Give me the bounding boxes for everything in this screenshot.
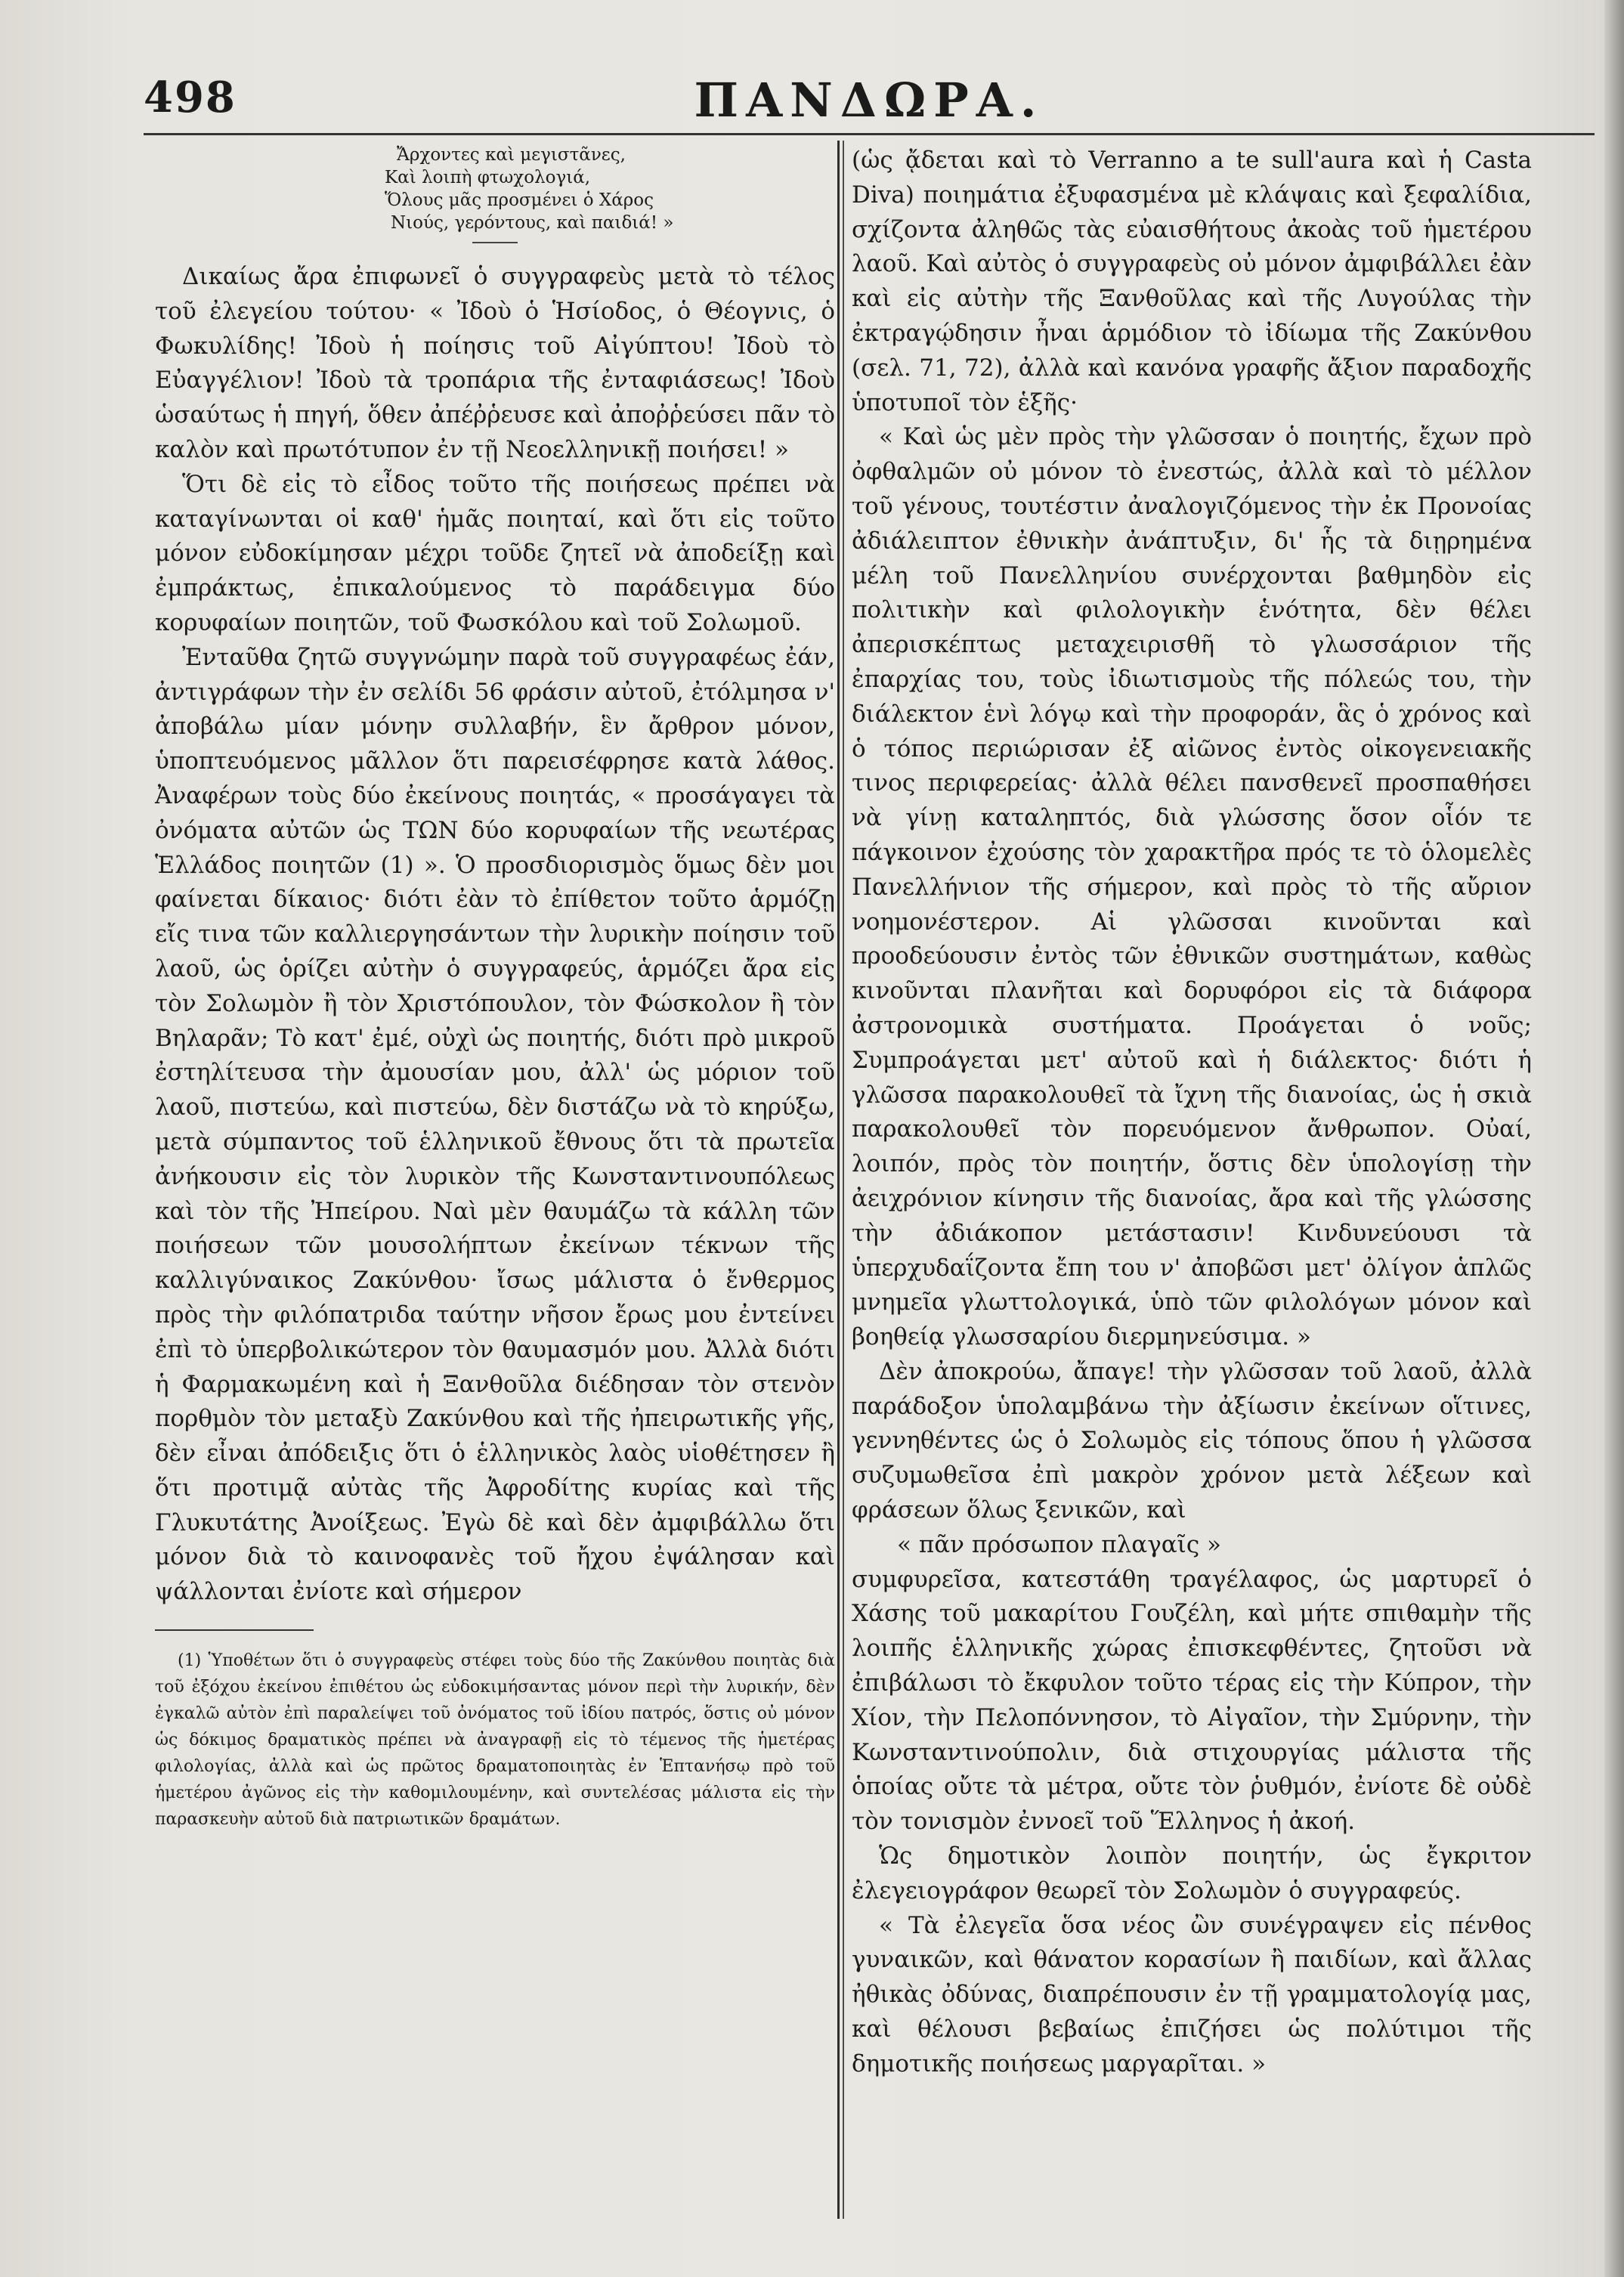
poem-line: Νιούς, γερόντους, καὶ παιδιά! » — [391, 213, 674, 233]
quoted-paragraph: « Τὰ ἐλεγεῖα ὅσα νέος ὢν συνέγραψεν εἰς πένθος γυναικῶν, καὶ θάνατον κορασίων ἢ παιδίων, καὶ ἄλλας ἠθικὰς ὀδύνας, διαπρέπουσιν ἐν τῇ γραμματολογίᾳ μας, καὶ θέλουσι βεβαίως ἐπιζήσει ὡς πολύτιμοι τῆς δημοτικῆς ποιήσεως μαργαρῖται. » — [852, 1911, 1532, 2077]
header-rule — [144, 133, 1595, 135]
column-divider-inner — [843, 141, 844, 2219]
page-header — [144, 73, 1595, 141]
footnote-rule — [155, 1629, 314, 1631]
column-divider — [837, 141, 840, 2219]
journal-title: ΠΑΝΔΩΡΑ. — [694, 73, 1044, 128]
poem-line: Καὶ λοιπὴ φτωχολογιά, — [385, 168, 591, 187]
quoted-paragraph: « Καὶ ὡς μὲν πρὸς τὴν γλῶσσαν ὁ ποιητής, ἔχων πρὸ ὀφθαλμῶν οὐ μόνον τὸ ἐνεστώς, ἀλλὰ καὶ τὸ μέλλον τοῦ γένους, τουτέστιν ἀναλογιζόμενος τὴν ἐκ Προνοίας ἀδιάλειπτον ἐθνικὴν ἀνάπτυξιν, δι' ἧς τὰ διῃρημένα μέλη τοῦ Πανελληνίου συνέρχονται βαθμηδὸν εἰς πολιτικὴν καὶ φιλολογικὴν ἑνότητα, δὲν θέλει ἀπερισκέπτως μεταχειρισθῆ τὸ γλωσσάριον τῆς ἐπαρχίας του, τοὺς ἰδιωτισμοὺς τῆς πόλεώς του, τὴν διάλεκτον ἑνὶ λόγῳ καὶ τὴν προφοράν, ἃς ὁ χρόνος καὶ ὁ τόπος περιώρισαν ἐξ αἰῶνος ἐντὸς οἰκογενειακῆς τινος περιφερείας· ἀλλὰ θέλει πανσθενεῖ προσπαθήσει νὰ γίνῃ καταληπτός, διὰ γλώσσης ὅσον οἷόν τε πάγκοινον ἐχούσης τὸν χαρακτῆρα πρός τε τὸ ὁλομελὲς Πανελλήνιον τῆς σήμερον, καὶ πρὸς τὸ τῆς αὔριον νοημονέστερον. Αἱ γλῶσσαι κινοῦνται καὶ προοδεύουσιν ἐντὸς τῶν ἐθνικῶν συστημάτων, καθὼς κινοῦνται πλανῆται καὶ δορυφόροι εἰς τὰ διάφορα ἀστρονομικὰ συστήματα. Προάγεται ὁ νοῦς; Συμπροάγεται μετ' αὐτοῦ καὶ ἡ διάλεκτος· διότι ἡ γλῶσσα παρακολουθεῖ τὰ ἴχνη τῆς διανοίας, ὡς ἡ σκιὰ παρακολουθεῖ τὸν πορευόμενον ἄνθρωπον. Οὐαί, λοιπόν, πρὸς τὸν ποιητήν, ὅστις δὲν ὑπολογίσῃ τὴν ἀειχρόνιον κίνησιν τῆς διανοίας, ἄρα καὶ τῆς γλώσσης τὴν ἀδιάκοπον μετάστασιν! Κινδυνεύουσι τὰ ὑπερχυδαΐζοντα ἔπη του ν' ἀποβῶσι μετ' ὀλίγον ἁπλῶς μνημεῖα γλωττολογικά, ὑπὸ τῶν φιλολόγων μόνον καὶ βοηθείᾳ γλωσσαρίου διερμηνεύσιμα. » — [852, 423, 1532, 1351]
body-paragraph: (ὡς ᾄδεται καὶ τὸ Verranno a te sull'aura καὶ ἡ Casta Diva) ποιημάτια ἐξυφασμένα μὲ κλάψαις καὶ ξεφαλίδια, σχίζοντα ἀληθῶς τὰς εὐαισθήτους ἀκοὰς τοῦ ἡμετέρου λαοῦ. Καὶ αὐτὸς ὁ συγγραφεὺς οὐ μόνον ἀμφιβάλλει ἐὰν καὶ εἰς αὐτὴν τῆς Ξανθοῦλας καὶ τῆς Λυγούλας τὴν ἐκτραγῴδησιν ἦναι ἁρμόδιον τὸ ἰδίωμα τῆς Ζακύνθου (σελ. 71, 72), ἀλλὰ καὶ κανόνα γραφῆς ἄξιον παραδοχῆς ὑποτυποῖ τὸν ἑξῆς· — [852, 147, 1532, 416]
right-column — [852, 144, 1532, 2082]
left-column — [155, 144, 835, 1849]
page-edge-shadow — [1604, 0, 1624, 2277]
inline-quote: « πᾶν πρόσωπον πλαγαῖς » — [897, 1530, 1222, 1558]
poem-line: Ὅλους μᾶς προσμένει ὁ Χάρος — [385, 190, 654, 210]
poem-stanza — [382, 144, 835, 234]
footnote: (1) Ὑποθέτων ὅτι ὁ συγγραφεὺς στέφει τοὺς δύο τῆς Ζακύνθου ποιητὰς διὰ τοῦ ἐξόχου ἐκείνου ἐπιθέτου ὡς εὐδοκιμήσαντας μόνον περὶ τὴν λυρικήν, δὲν ἐγκαλῶ αὐτὸν ἐπὶ παραλείψει τοῦ ὀνόματος τοῦ ἰδίου πατρός, ὅστις οὐ μόνον ὡς δόκιμος δραματικὸς πρέπει νὰ ἀναγραφῇ εἰς τὸ τέμενος τῆς ἡμετέρας φιλολογίας, ἀλλὰ καὶ ὡς πρῶτος δραματοποιητὰς ἐν Ἑπτανήσῳ πρὸ τοῦ ἡμετέρου ἀγῶνος εἰς τὴν καθομιλουμένην, καὶ συντελέσας μάλιστα εἰς τὴν παρασκευὴν αὐτοῦ διὰ πατριωτικῶν δραμάτων. — [155, 1651, 835, 1830]
body-paragraph: Ἐνταῦθα ζητῶ συγγνώμην παρὰ τοῦ συγγραφέως ἐάν, ἀντιγράφων τὴν ἐν σελίδι 56 φράσιν αὐτοῦ, ἐτόλμησα ν' ἀποβάλω μίαν μόνην συλλαβήν, ἓν ἄρθρον μόνον, ὑποπτευόμενος μᾶλλον ὅτι παρεισέφρησε κατὰ λάθος. Ἀναφέρων τοὺς δύο ἐκείνους ποιητάς, « προσάγαγει τὰ ὀνόματα αὐτῶν ὡς ΤΩΝ δύο κορυφαίων τῆς νεωτέρας Ἑλλάδος ποιητῶν (1) ». Ὁ προσδιορισμὸς ὅμως δὲν μοι φαίνεται δίκαιος· διότι ἐὰν τὸ ἐπίθετον τοῦτο ἁρμόζῃ εἴς τινα τῶν καλλιεργησάντων τὴν λυρικὴν ποίησιν τοῦ λαοῦ, ὡς ὁρίζει αὐτὴν ὁ συγγραφεύς, ἁρμόζει ἄρα εἰς τὸν Σολωμὸν ἢ τὸν Χριστόπουλον, τὸν Φώσκολον ἢ τὸν Βηλαρᾶν; Τὸ κατ' ἐμέ, οὐχὶ ὡς ποιητής, διότι πρὸ μικροῦ ἐστηλίτευσα τὴν ἀμουσίαν μου, ἀλλ' ὡς μόριον τοῦ λαοῦ, πιστεύω, καὶ πιστεύω, δὲν διστάζω νὰ τὸ κηρύξω, μετὰ σύμπαντος τοῦ ἑλληνικοῦ ἔθνους ὅτι τὰ πρωτεῖα ἀνήκουσιν εἰς τὸν λυρικὸν τῆς Κωνσταντινουπόλεως καὶ τὸν τῆς Ἠπείρου. Ναὶ μὲν θαυμάζω τὰ κάλλη τῶν ποιήσεων τῶν μουσολήπτων ἐκείνων τέκνων τῆς καλλιγύναικος Ζακύνθου· ἴσως μάλιστα ὁ ἔνθερμος πρὸς τὴν φιλόπατριδα ταύτην νῆσον ἔρως μου ἐντείνει ἐπὶ τὸ ὑπερβολικώτερον τὸν θαυμασμόν μου. Ἀλλὰ διότι ἡ Φαρμακωμένη καὶ ἡ Ξανθοῦλα διέδησαν τὸν στενὸν πορθμὸν τὸν μεταξὺ Ζακύνθου καὶ τῆς ἠπειρωτικῆς γῆς, δὲν εἶναι ἀπόδειξις ὅτι ὁ ἑλληνικὸς λαὸς υἱοθέτησεν ἢ ὅτι προτιμᾷ αὐτὰς τῆς Ἀφροδίτης κυρίας καὶ τῆς Γλυκυτάτης Ἀνοίξεως. Ἐγὼ δὲ καὶ δὲν ἀμφιβάλλω ὅτι μόνον διὰ τὸ καινοφανὲς τοῦ ἤχου ἐψάλησαν καὶ ψάλλονται ἐνίοτε καὶ σήμερον — [155, 643, 835, 1606]
poem-line: Ἄρχοντες καὶ μεγιστᾶνες, — [397, 145, 626, 165]
body-paragraph: Δικαίως ἄρα ἐπιφωνεῖ ὁ συγγραφεὺς μετὰ τὸ τέλος τοῦ ἐλεγείου τούτου· « Ἰδοὺ ὁ Ἡσίοδος, ὁ Θέογνις, ὁ Φωκυλίδης! Ἰδοὺ ἡ ποίησις τοῦ Αἰγύπτου! Ἰδοὺ τὸ Εὐαγγέλιον! Ἰδοὺ τὰ τροπάρια τῆς ἐνταφιάσεως! Ἰδοὺ ὡσαύτως ἡ πηγή, ὅθεν ἀπέῤῥευσε καὶ ἀποῤῥεύσει πᾶν τὸ καλὸν καὶ πρωτότυπον ἐν τῇ Νεοελληνικῇ ποιήσει! » — [155, 263, 835, 463]
section-rule — [472, 242, 518, 243]
body-paragraph: Ὡς δημοτικὸν λοιπὸν ποιητήν, ὡς ἔγκριτον ἐλεγειογράφον θεωρεῖ τὸν Σολωμὸν ὁ συγγραφεύς. — [852, 1842, 1532, 1904]
body-paragraph: Δὲν ἀποκρούω, ἄπαγε! τὴν γλῶσσαν τοῦ λαοῦ, ἀλλὰ παράδοξον ὑπολαμβάνω τὴν ἀξίωσιν ἐκείνων οἵτινες, γεννηθέντες ὡς ὁ Σολωμὸς εἰς τόπους ὅπου ἡ γλῶσσα συζυμωθεῖσα ἐπὶ μακρὸν χρόνον μετὰ λέξεων καὶ φράσεων ὅλως ξενικῶν, καὶ — [852, 1357, 1532, 1524]
body-paragraph: συμφυρεῖσα, κατεστάθη τραγέλαφος, ὡς μαρτυρεῖ ὁ Χάσης τοῦ μακαρίτου Γουζέλη, καὶ μήτε σπιθαμὴν τῆς λοιπῆς ἑλληνικῆς χώρας ἐπισκεφθέντες, ζητοῦσι νὰ ἐπιβάλωσι τὸ ἔκφυλον τοῦτο τέρας εἰς τὴν Κύπρον, τὴν Χίον, τὴν Πελοπόννησον, τὸ Αἰγαῖον, τὴν Σμύρνην, τὴν Κωνσταντινούπολιν, διὰ στιχουργίας μάλιστα τῆς ὁποίας οὔτε τὰ μέτρα, οὔτε τὸν ῥυθμόν, ἐνίοτε δὲ οὐδὲ τὸν τονισμὸν ἐννοεῖ τοῦ Ἕλληνος ἡ ἀκοή. — [852, 1565, 1532, 1836]
body-paragraph: Ὅτι δὲ εἰς τὸ εἶδος τοῦτο τῆς ποιήσεως πρέπει νὰ καταγίνωνται οἱ καθ' ἡμᾶς ποιηταί, καὶ ὅτι εἰς τοῦτο μόνον εὐδοκίμησαν μέχρι τοῦδε ζητεῖ νὰ ἀποδείξῃ καὶ ἐμπράκτως, ἐπικαλούμενος τὸ παράδειγμα δύο κορυφαίων ποιητῶν, τοῦ Φωσκόλου καὶ τοῦ Σολωμοῦ. — [155, 470, 835, 636]
page-number: 498 — [144, 73, 237, 122]
